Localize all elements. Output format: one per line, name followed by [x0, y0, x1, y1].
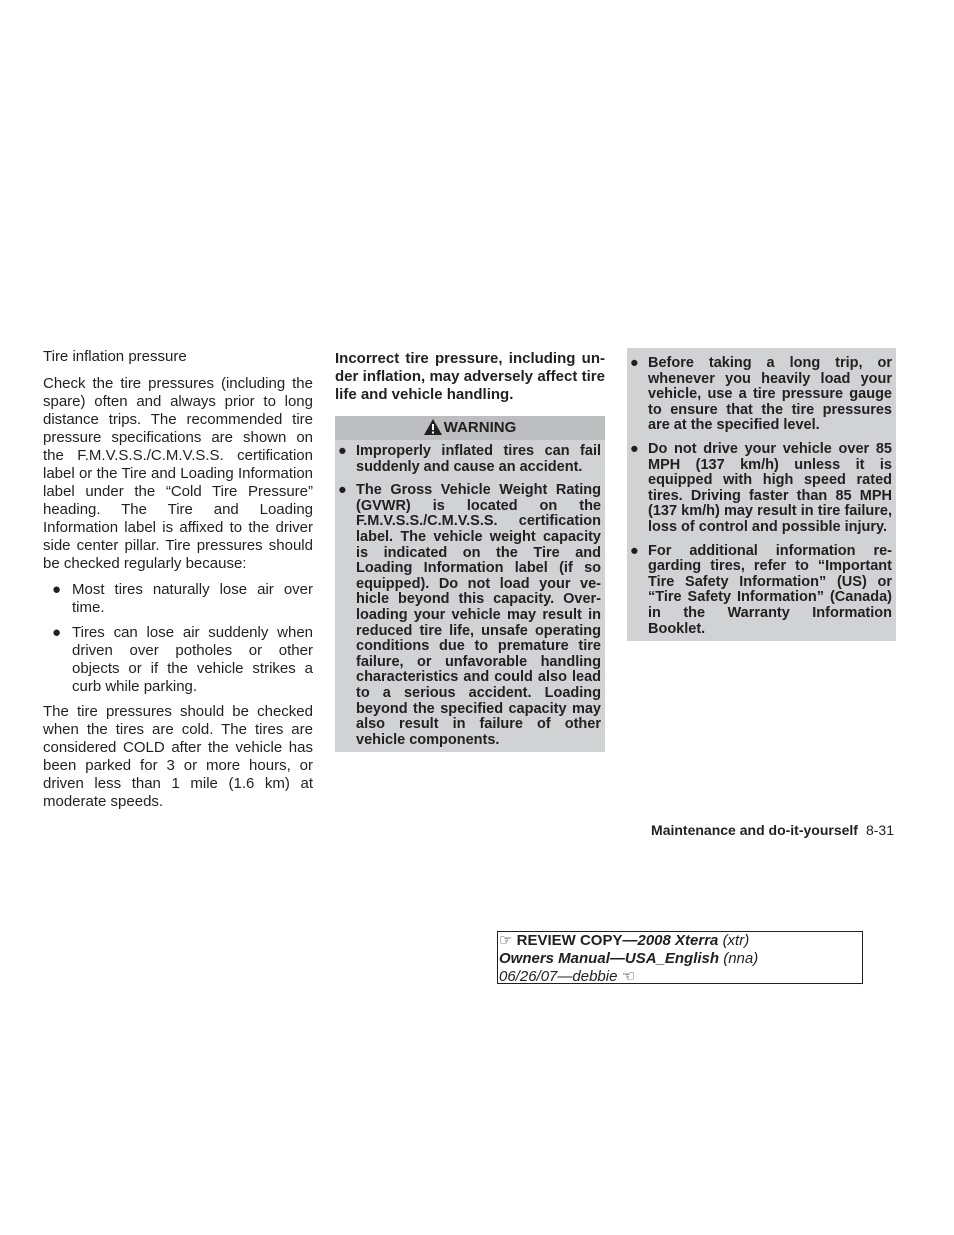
warning-bullet-list — [627, 352, 896, 641]
review-date: 06/26/07—debbie — [499, 968, 618, 985]
review-code: (xtr) — [722, 932, 750, 949]
warning-triangle-icon — [424, 419, 442, 435]
bullet-list — [43, 581, 313, 696]
list-item-text: Tires can lose air suddenly when driven over potholes or other objects or if the vehicle strikes a curb while parking. — [72, 624, 313, 695]
review-copy-stamp — [497, 931, 863, 984]
page-number: 8-31 — [865, 822, 894, 838]
bullet-icon: ● — [630, 440, 639, 457]
list-item-text: Most tires naturally lose air over time. — [72, 581, 313, 616]
bullet-icon: ● — [52, 581, 62, 598]
list-item — [627, 356, 892, 434]
bullet-icon: ● — [52, 624, 62, 641]
warning-box — [335, 416, 605, 752]
review-region: (nna) — [723, 950, 759, 967]
body-paragraph: The tire pressures should be checked when the tires are cold. The tires are considered COLD after the vehicle has been parked for 3 or more hours, or driven less than 1 mile (1.6 km) at moderate speeds. — [43, 703, 313, 810]
bullet-icon: ● — [630, 355, 639, 371]
middle-column — [335, 348, 605, 752]
list-item — [627, 544, 892, 638]
review-line-2 — [499, 950, 862, 968]
page-footer — [651, 822, 894, 838]
warning-box-continued — [627, 348, 896, 641]
body-paragraph: Check the tire pressures (including the spare) often and always prior to long distance trips. The recommended tire pressure specifications are shown on the F.M.V.S.S./C.M.V.S.S. certification label or the Tire and Loading Information label under the “Cold Tire Pressure” heading. The Tire and Loading Information label is affixed to the driver side center pillar. Tire pressures should be checked regularly because: — [43, 375, 313, 572]
left-column — [43, 348, 313, 819]
review-label: REVIEW COPY— — [516, 932, 638, 949]
list-item — [335, 444, 601, 475]
list-item — [43, 624, 313, 696]
list-item-text: Before taking a long trip, or whenever you heavily load your vehicle, use a tire pressure gauge to ensure that the tire pressures are at the specified level. — [648, 355, 892, 434]
list-item — [627, 442, 892, 536]
review-line-1 — [499, 932, 862, 950]
review-manual: Owners Manual—USA_English — [499, 950, 720, 967]
review-line-3 — [499, 968, 862, 986]
section-heading: Tire inflation pressure — [43, 348, 187, 365]
bullet-icon: ● — [338, 482, 347, 499]
right-column — [627, 348, 896, 641]
warning-bullet-list — [335, 440, 605, 752]
list-item-text: Improperly inflated tires can fail suddenly and cause an accident. — [356, 443, 601, 475]
warning-label: WARNING — [443, 419, 517, 436]
bold-intro-text: Incorrect tire pressure, including under inflation, may adversely affect tire life and vehicle handling. — [335, 350, 605, 403]
list-item — [43, 581, 313, 617]
review-model: 2008 Xterra — [637, 932, 719, 949]
bullet-icon: ● — [338, 443, 347, 459]
list-item-text: Do not drive your vehicle over 85 MPH (137 km/h) unless it is equipped with high speed rated tires. Driving faster than 85 MPH (137 km/h) may result in tire failure, loss of control and possible injury. — [648, 440, 892, 535]
warning-header — [335, 416, 605, 440]
bullet-icon: ● — [630, 542, 639, 559]
pointing-hand-icon: ☞ — [499, 932, 513, 949]
list-item-text: For additional information regarding tires, refer to “Important Tire Safety Information” (US) or “Tire Safety Information” (Canada) in the Warranty Information Booklet. — [648, 542, 892, 637]
section-title: Maintenance and do-it-yourself — [651, 822, 858, 838]
pointing-hand-icon: ☜ — [621, 968, 636, 985]
list-item-text: The Gross Vehicle Weight Rating (GVWR) is located on the F.M.V.S.S./C.M.V.S.S. certification label. The vehicle weight capacity is indicated on the Tire and Loading Information label (if so equipped). Do not load your vehicle beyond this capacity. Overloading your vehicle may result in reduced tire life, unsafe operating conditions due to premature tire failure, or unfavorable handling characteristics and could also lead to a serious accident. Loading beyond the specified capacity may also result in failure of other vehicle components. — [356, 482, 601, 748]
list-item — [335, 483, 601, 748]
